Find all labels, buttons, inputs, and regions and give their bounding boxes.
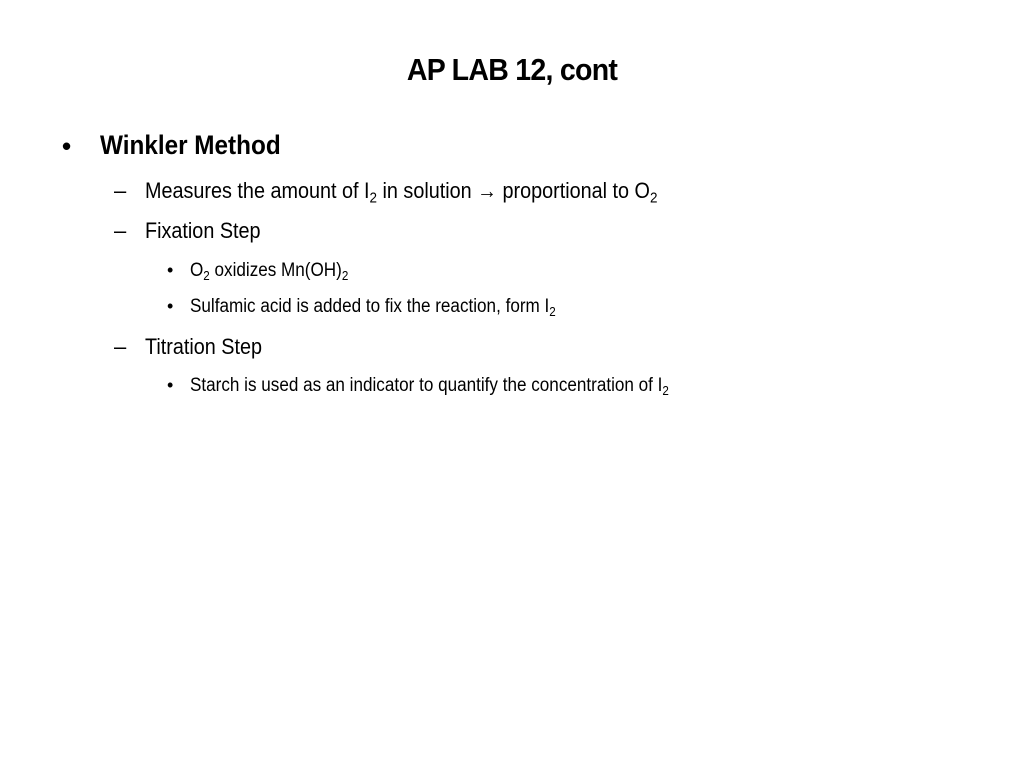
subscript: 2 [203, 267, 210, 283]
item-text: Starch is used as an indicator to quantify the concentration of I [190, 375, 663, 396]
subscript: 2 [341, 267, 349, 283]
slide-title: AP LAB 12, cont [406, 52, 618, 87]
sub-bullet-starch [190, 375, 669, 397]
bullet-winkler-method [100, 130, 281, 161]
subscript: 2 [662, 382, 669, 398]
item-text: Measures the amount of I [145, 178, 370, 203]
dash-item-titration-step [145, 334, 262, 360]
bullet-marker: • [167, 260, 174, 280]
sub-bullet-o2-oxidizes [190, 260, 348, 282]
dash-item-measures [145, 178, 658, 207]
dash-marker: – [114, 334, 127, 359]
subscript: 2 [649, 189, 658, 207]
item-text: Sulfamic acid is added to fix the reaction, form I [190, 296, 550, 317]
bullet-marker: • [62, 131, 72, 161]
bullet-marker: • [167, 375, 174, 395]
subscript: 2 [549, 303, 556, 319]
dash-item-fixation-step [145, 218, 261, 244]
sub-bullet-sulfamic-acid [190, 296, 556, 318]
item-text: Titration Step [145, 334, 263, 359]
subscript: 2 [369, 189, 378, 207]
bullet-text: Winkler Method [100, 130, 281, 160]
item-text: O [190, 260, 204, 281]
item-text: Fixation Step [145, 218, 261, 243]
dash-marker: – [114, 218, 127, 243]
bullet-marker: • [167, 296, 174, 316]
dash-marker: – [114, 178, 127, 203]
item-text: in solution → proportional to O [377, 178, 650, 203]
item-text: oxidizes Mn(OH) [209, 260, 342, 281]
